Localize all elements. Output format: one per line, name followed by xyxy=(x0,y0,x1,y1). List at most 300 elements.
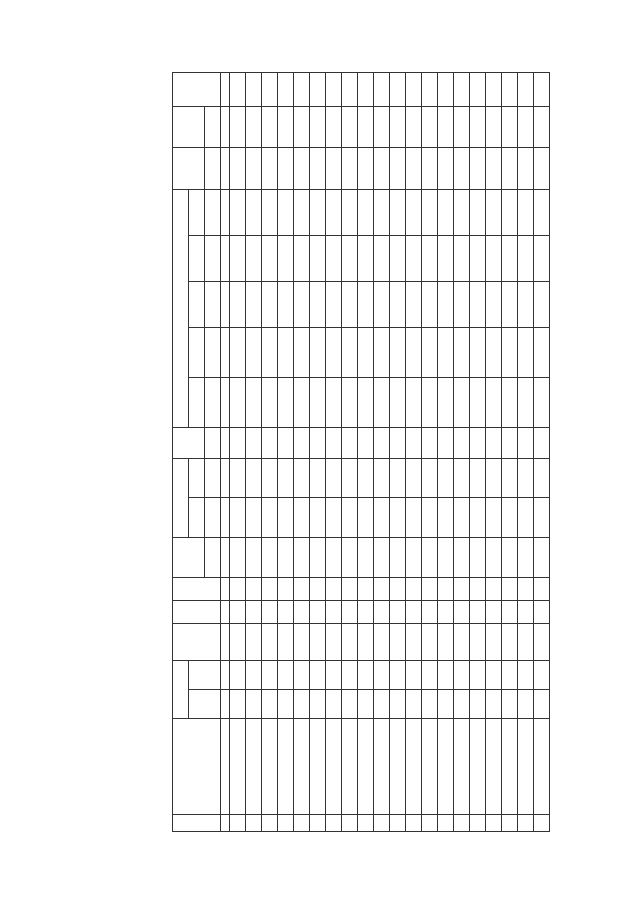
cell-residents xyxy=(326,427,342,458)
cell-no xyxy=(486,815,502,832)
cell-walls xyxy=(406,623,422,661)
cell-address xyxy=(310,719,326,815)
cell-address xyxy=(374,719,390,815)
cell-area-res xyxy=(438,498,454,538)
cell-unit-cost xyxy=(262,148,278,190)
cell-area-total xyxy=(294,538,310,578)
cell-area-total xyxy=(534,538,550,578)
cell-area-res-owned xyxy=(454,458,470,498)
cell-cost-owners xyxy=(406,189,422,235)
cell-cost-total xyxy=(310,377,326,427)
cell-completion xyxy=(310,73,326,107)
cell-cost-local xyxy=(486,235,502,281)
cell-cost-local xyxy=(518,235,534,281)
cell-area-res-owned xyxy=(262,458,278,498)
cell-limit-cost xyxy=(518,106,534,148)
section-subtitle xyxy=(152,72,168,832)
col-header-unit-cost xyxy=(173,148,205,190)
cell-completion xyxy=(486,73,502,107)
cell-cost-owners xyxy=(502,189,518,235)
cell-year-built xyxy=(486,690,502,719)
cell-no xyxy=(230,815,246,832)
cell-walls xyxy=(470,623,486,661)
cell-area-res-owned xyxy=(326,458,342,498)
column-number-row xyxy=(221,73,230,832)
cell-completion xyxy=(406,73,422,107)
column-number-cell xyxy=(221,327,230,377)
cell-cost-rep xyxy=(502,281,518,327)
cell-completion xyxy=(358,73,374,107)
cell-residents xyxy=(246,427,262,458)
cell-address xyxy=(326,719,342,815)
cell-area-res xyxy=(230,498,246,538)
cell-cost-fund xyxy=(262,327,278,377)
cell-cost-local xyxy=(342,235,358,281)
cell-limit-cost xyxy=(470,106,486,148)
cell-entrances xyxy=(326,577,342,600)
cell-area-res xyxy=(486,498,502,538)
cell-area-res xyxy=(518,498,534,538)
cell-completion xyxy=(262,73,278,107)
cell-cost-local xyxy=(358,235,374,281)
cell-cost-local xyxy=(278,235,294,281)
cell-area-res-owned xyxy=(342,458,358,498)
cell-cost-fund xyxy=(470,327,486,377)
cell-area-res-owned xyxy=(230,458,246,498)
cell-cost-rep xyxy=(294,281,310,327)
column-number-cell xyxy=(221,538,230,578)
cell-unit-cost xyxy=(374,148,390,190)
col-header-cost-group xyxy=(173,189,189,427)
cell-residents xyxy=(310,427,326,458)
unit-cost-rep xyxy=(205,281,221,327)
cell-address xyxy=(518,719,534,815)
document-title xyxy=(122,72,152,832)
title-line xyxy=(142,72,152,832)
title-line xyxy=(132,72,142,832)
cell-cost-rep xyxy=(518,281,534,327)
cell-cost-total xyxy=(374,377,390,427)
col-header-no xyxy=(173,815,221,832)
cell-cost-total xyxy=(294,377,310,427)
cell-area-res-owned xyxy=(246,458,262,498)
cell-cost-fund xyxy=(422,327,438,377)
cell-area-total xyxy=(486,538,502,578)
col-header-area-res xyxy=(189,498,205,538)
cell-unit-cost xyxy=(438,148,454,190)
cell-entrances xyxy=(454,577,470,600)
table-row xyxy=(230,73,246,832)
cell-unit-cost xyxy=(294,148,310,190)
cell-cost-total xyxy=(278,377,294,427)
cell-area-total xyxy=(358,538,374,578)
cell-area-res xyxy=(422,498,438,538)
cell-area-res-owned xyxy=(438,458,454,498)
cell-area-res-owned xyxy=(294,458,310,498)
cell-limit-cost xyxy=(278,106,294,148)
cell-completion xyxy=(246,73,262,107)
cell-entrances xyxy=(342,577,358,600)
cell-address xyxy=(342,719,358,815)
cell-cost-local xyxy=(390,235,406,281)
cell-entrances xyxy=(502,577,518,600)
cell-floors xyxy=(438,600,454,623)
cell-floors xyxy=(486,600,502,623)
cell-area-res xyxy=(262,498,278,538)
cell-cost-rep xyxy=(358,281,374,327)
cell-residents xyxy=(342,427,358,458)
page-number xyxy=(50,42,58,862)
table-row xyxy=(374,73,390,832)
unit-cost-total xyxy=(205,377,221,427)
cell-entrances xyxy=(486,577,502,600)
cell-year-overhaul xyxy=(422,661,438,690)
cell-no xyxy=(470,815,486,832)
cell-area-res xyxy=(310,498,326,538)
cell-area-res xyxy=(294,498,310,538)
unit-cost-fund xyxy=(205,327,221,377)
cell-residents xyxy=(358,427,374,458)
cell-cost-fund xyxy=(406,327,422,377)
cell-cost-local xyxy=(262,235,278,281)
cell-year-overhaul xyxy=(374,661,390,690)
cell-walls xyxy=(294,623,310,661)
cell-area-res xyxy=(470,498,486,538)
cell-area-res-owned xyxy=(390,458,406,498)
cell-unit-cost xyxy=(246,148,262,190)
table-row xyxy=(278,73,294,832)
cell-address xyxy=(278,719,294,815)
cell-year-overhaul xyxy=(486,661,502,690)
cell-no xyxy=(262,815,278,832)
cell-walls xyxy=(310,623,326,661)
cell-area-res xyxy=(502,498,518,538)
cell-cost-fund xyxy=(486,327,502,377)
cell-floors xyxy=(534,600,550,623)
table-row xyxy=(422,73,438,832)
cell-area-res xyxy=(406,498,422,538)
cell-cost-local xyxy=(406,235,422,281)
cell-floors xyxy=(406,600,422,623)
cell-walls xyxy=(486,623,502,661)
cell-cost-total xyxy=(262,377,278,427)
cell-address xyxy=(422,719,438,815)
cell-area-res xyxy=(246,498,262,538)
cell-cost-total xyxy=(486,377,502,427)
cell-walls xyxy=(390,623,406,661)
col-header-area-res-owned xyxy=(189,458,205,498)
cell-cost-fund xyxy=(230,327,246,377)
table-row xyxy=(470,73,486,832)
cell-cost-local xyxy=(502,235,518,281)
cell-cost-local xyxy=(310,235,326,281)
unit-cost-owners xyxy=(205,189,221,235)
unit-area-res-owned xyxy=(205,458,221,498)
cell-cost-rep xyxy=(454,281,470,327)
cell-unit-cost xyxy=(518,148,534,190)
cell-cost-rep xyxy=(342,281,358,327)
cell-year-built xyxy=(374,690,390,719)
cell-cost-total xyxy=(326,377,342,427)
cell-area-total xyxy=(278,538,294,578)
cell-walls xyxy=(326,623,342,661)
cell-cost-owners xyxy=(518,189,534,235)
cell-limit-cost xyxy=(246,106,262,148)
table-row xyxy=(358,73,374,832)
cell-cost-local xyxy=(438,235,454,281)
cell-floors xyxy=(470,600,486,623)
cell-floors xyxy=(262,600,278,623)
cell-entrances xyxy=(374,577,390,600)
unit-area-res xyxy=(205,498,221,538)
cell-cost-total xyxy=(230,377,246,427)
cell-cost-rep xyxy=(486,281,502,327)
cell-address xyxy=(294,719,310,815)
cell-residents xyxy=(454,427,470,458)
column-number-cell xyxy=(221,427,230,458)
cell-year-overhaul xyxy=(534,661,550,690)
cell-completion xyxy=(438,73,454,107)
cell-year-overhaul xyxy=(470,661,486,690)
plan-table-container xyxy=(172,72,550,832)
cell-limit-cost xyxy=(262,106,278,148)
cell-cost-owners xyxy=(262,189,278,235)
cell-limit-cost xyxy=(534,106,550,148)
cell-residents xyxy=(278,427,294,458)
table-row xyxy=(294,73,310,832)
cell-cost-total xyxy=(534,377,550,427)
cell-no xyxy=(310,815,326,832)
cell-completion xyxy=(326,73,342,107)
cell-limit-cost xyxy=(502,106,518,148)
cell-no xyxy=(374,815,390,832)
cell-area-total xyxy=(422,538,438,578)
cell-area-res xyxy=(374,498,390,538)
cell-walls xyxy=(422,623,438,661)
cell-cost-owners xyxy=(358,189,374,235)
cell-completion xyxy=(390,73,406,107)
cell-floors xyxy=(518,600,534,623)
cell-residents xyxy=(390,427,406,458)
cell-year-built xyxy=(470,690,486,719)
col-header-floors xyxy=(173,600,221,623)
cell-floors xyxy=(230,600,246,623)
cell-address xyxy=(454,719,470,815)
cell-floors xyxy=(358,600,374,623)
cell-cost-fund xyxy=(518,327,534,377)
cell-residents xyxy=(438,427,454,458)
cell-cost-owners xyxy=(390,189,406,235)
cell-limit-cost xyxy=(438,106,454,148)
cell-no xyxy=(278,815,294,832)
col-header-area-group xyxy=(173,458,189,537)
cell-cost-total xyxy=(342,377,358,427)
table-row xyxy=(342,73,358,832)
cell-cost-fund xyxy=(358,327,374,377)
table-row xyxy=(454,73,470,832)
cell-area-res xyxy=(326,498,342,538)
table-row xyxy=(534,73,550,832)
cell-unit-cost xyxy=(326,148,342,190)
cell-floors xyxy=(422,600,438,623)
cell-unit-cost xyxy=(502,148,518,190)
col-header-walls-material xyxy=(173,623,221,661)
cell-cost-owners xyxy=(278,189,294,235)
cell-entrances xyxy=(294,577,310,600)
cell-year-overhaul xyxy=(518,661,534,690)
cell-year-built xyxy=(502,690,518,719)
cell-residents xyxy=(422,427,438,458)
cell-cost-fund xyxy=(390,327,406,377)
col-header-cost-fund xyxy=(189,327,205,377)
cell-cost-rep xyxy=(422,281,438,327)
cell-cost-rep xyxy=(310,281,326,327)
col-header-cost-local xyxy=(189,235,205,281)
cell-year-overhaul xyxy=(310,661,326,690)
cell-entrances xyxy=(406,577,422,600)
cell-area-res-owned xyxy=(422,458,438,498)
cell-cost-owners xyxy=(374,189,390,235)
cell-cost-owners xyxy=(454,189,470,235)
cell-area-total xyxy=(454,538,470,578)
cell-no xyxy=(406,815,422,832)
cell-year-overhaul xyxy=(406,661,422,690)
cell-area-res xyxy=(342,498,358,538)
cell-entrances xyxy=(518,577,534,600)
cell-completion xyxy=(518,73,534,107)
approval-line xyxy=(80,72,87,222)
cell-year-overhaul xyxy=(326,661,342,690)
cell-year-built xyxy=(310,690,326,719)
cell-cost-local xyxy=(534,235,550,281)
cell-area-res-owned xyxy=(310,458,326,498)
cell-cost-rep xyxy=(470,281,486,327)
cell-year-built xyxy=(358,690,374,719)
col-header-limit-cost xyxy=(173,106,205,148)
cell-address xyxy=(406,719,422,815)
column-number-cell xyxy=(221,623,230,661)
cell-completion xyxy=(278,73,294,107)
column-number-cell xyxy=(221,281,230,327)
cell-residents xyxy=(374,427,390,458)
column-number-cell xyxy=(221,690,230,719)
cell-area-res-owned xyxy=(406,458,422,498)
column-number-cell xyxy=(221,106,230,148)
cell-floors xyxy=(278,600,294,623)
cell-unit-cost xyxy=(534,148,550,190)
cell-year-overhaul xyxy=(438,661,454,690)
cell-address xyxy=(438,719,454,815)
table-row xyxy=(406,73,422,832)
cell-floors xyxy=(374,600,390,623)
column-number-cell xyxy=(221,458,230,498)
column-number-cell xyxy=(221,600,230,623)
unit-residents xyxy=(205,427,221,458)
cell-address xyxy=(470,719,486,815)
cell-cost-fund xyxy=(454,327,470,377)
cell-unit-cost xyxy=(358,148,374,190)
cell-year-overhaul xyxy=(246,661,262,690)
cell-year-built xyxy=(294,690,310,719)
cell-cost-local xyxy=(230,235,246,281)
cell-residents xyxy=(502,427,518,458)
cell-year-built xyxy=(438,690,454,719)
cell-area-total xyxy=(470,538,486,578)
cell-walls xyxy=(262,623,278,661)
cell-area-res-owned xyxy=(374,458,390,498)
cell-cost-fund xyxy=(438,327,454,377)
table-row xyxy=(518,73,534,832)
cell-cost-fund xyxy=(342,327,358,377)
cell-no xyxy=(342,815,358,832)
cell-area-res-owned xyxy=(278,458,294,498)
cell-completion xyxy=(454,73,470,107)
cell-no xyxy=(358,815,374,832)
cell-limit-cost xyxy=(294,106,310,148)
cell-cost-owners xyxy=(486,189,502,235)
cell-floors xyxy=(342,600,358,623)
cell-entrances xyxy=(470,577,486,600)
cell-area-total xyxy=(262,538,278,578)
cell-walls xyxy=(534,623,550,661)
col-header-cost-owners xyxy=(189,189,205,235)
cell-address xyxy=(486,719,502,815)
cell-cost-owners xyxy=(534,189,550,235)
cell-year-built xyxy=(342,690,358,719)
cell-walls xyxy=(342,623,358,661)
cell-area-res xyxy=(390,498,406,538)
cell-area-total xyxy=(502,538,518,578)
column-number-cell xyxy=(221,377,230,427)
cell-walls xyxy=(438,623,454,661)
cell-completion xyxy=(502,73,518,107)
table-row xyxy=(246,73,262,832)
cell-area-total xyxy=(246,538,262,578)
cell-entrances xyxy=(422,577,438,600)
cell-no xyxy=(422,815,438,832)
cell-unit-cost xyxy=(310,148,326,190)
col-header-year-group xyxy=(173,661,189,719)
cell-area-total xyxy=(406,538,422,578)
cell-floors xyxy=(326,600,342,623)
cell-residents xyxy=(470,427,486,458)
cell-area-total xyxy=(390,538,406,578)
approval-note xyxy=(66,72,94,222)
column-number-cell xyxy=(221,189,230,235)
cell-no xyxy=(390,815,406,832)
cell-residents xyxy=(230,427,246,458)
cell-completion xyxy=(534,73,550,107)
cell-year-overhaul xyxy=(454,661,470,690)
cell-completion xyxy=(422,73,438,107)
cell-area-res-owned xyxy=(518,458,534,498)
cell-cost-owners xyxy=(342,189,358,235)
cell-area-res-owned xyxy=(470,458,486,498)
cell-cost-rep xyxy=(326,281,342,327)
plan-table xyxy=(172,72,550,832)
cell-year-overhaul xyxy=(342,661,358,690)
approval-line xyxy=(66,72,73,222)
cell-area-res-owned xyxy=(502,458,518,498)
cell-limit-cost xyxy=(310,106,326,148)
cell-walls xyxy=(502,623,518,661)
cell-area-res-owned xyxy=(358,458,374,498)
cell-year-built xyxy=(406,690,422,719)
approval-line xyxy=(73,72,80,222)
cell-unit-cost xyxy=(342,148,358,190)
column-number-cell xyxy=(221,73,230,107)
cell-area-total xyxy=(326,538,342,578)
